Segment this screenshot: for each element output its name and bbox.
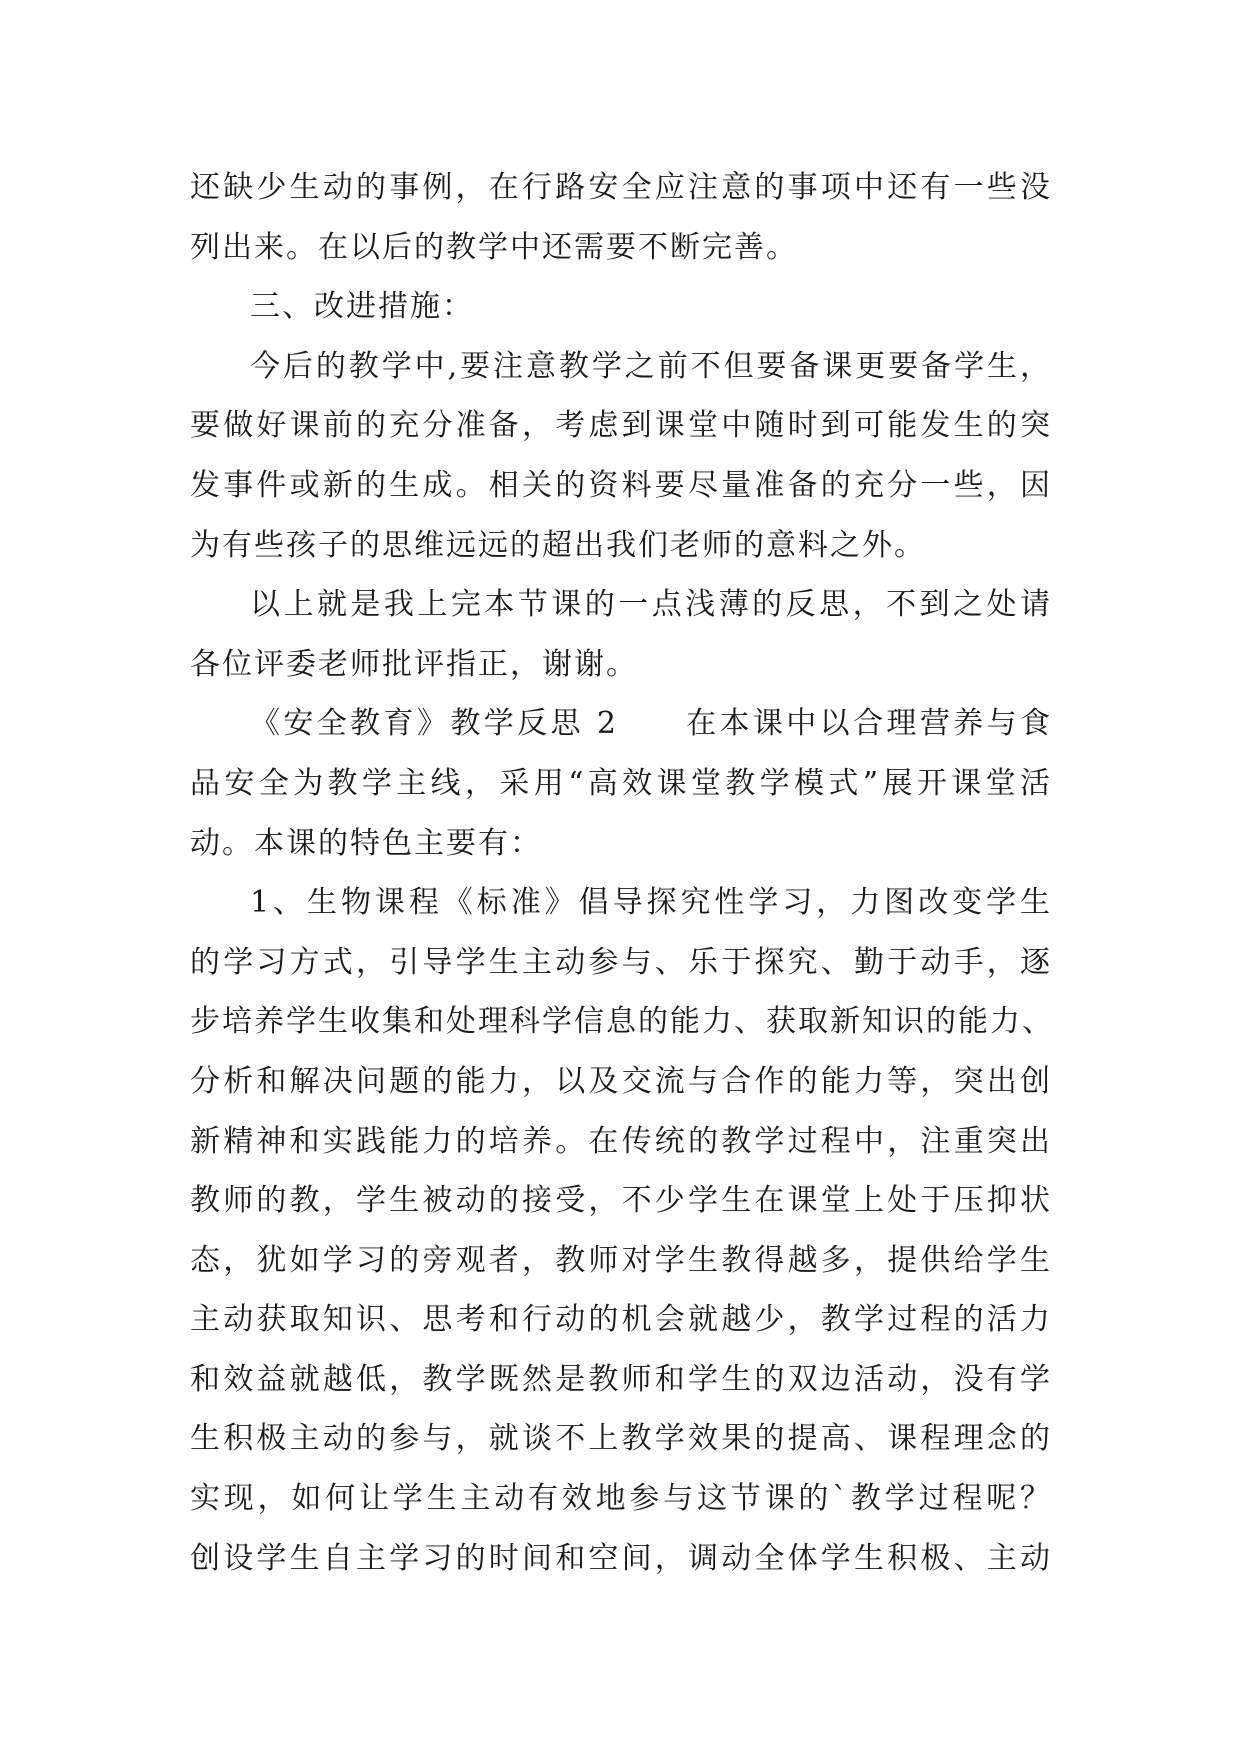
text-line: 发事件或新的生成。相关的资料要尽量准备的充分一些，因	[190, 467, 1052, 503]
text-line: 1、生物课程《标准》倡导探究性学习，力图改变学生	[250, 885, 1052, 921]
text-line: 列出来。在以后的教学中还需要不断完善。	[190, 229, 798, 265]
text-line: 创设学生自主学习的时间和空间，调动全体学生积极、主动	[190, 1540, 1052, 1576]
text-line: 分析和解决问题的能力，以及交流与合作的能力等，突出创	[190, 1063, 1052, 1099]
text-line: 为有些孩子的思维远远的超出我们老师的意料之外。	[190, 527, 926, 563]
text-line: 动。本课的特色主要有：	[190, 825, 542, 861]
text-line: 今后的教学中,要注意教学之前不但要备课更要备学生，	[250, 348, 1052, 384]
document-body	[190, 158, 1052, 1588]
text-line: 实现，如何让学生主动有效地参与这节课的`教学过程呢？	[190, 1481, 1052, 1517]
text-line: 要做好课前的充分准备，考虑到课堂中随时到可能发生的突	[190, 408, 1052, 444]
text-line: 生积极主动的参与，就谈不上教学效果的提高、课程理念的	[190, 1421, 1052, 1457]
text-line: 三、改进措施：	[250, 289, 474, 325]
text-line: 步培养学生收集和处理科学信息的能力、获取新知识的能力、	[190, 1004, 1054, 1040]
text-line: 品安全为教学主线，采用“高效课堂教学模式”展开课堂活	[190, 765, 1052, 801]
text-line: 和效益就越低，教学既然是教师和学生的双边活动，没有学	[190, 1361, 1052, 1397]
text-line: 《安全教育》教学反思 2 在本课中以合理营养与食	[250, 706, 1052, 742]
text-line: 教师的教，学生被动的接受，不少学生在课堂上处于压抑状	[190, 1183, 1052, 1219]
text-line: 新精神和实践能力的培养。在传统的教学过程中，注重突出	[190, 1123, 1052, 1159]
text-line: 还缺少生动的事例，在行路安全应注意的事项中还有一些没	[190, 170, 1052, 205]
text-line: 态，犹如学习的旁观者，教师对学生教得越多，提供给学生	[190, 1242, 1052, 1278]
text-line: 以上就是我上完本节课的一点浅薄的反思，不到之处请	[250, 587, 1052, 623]
text-line: 主动获取知识、思考和行动的机会就越少，教学过程的活力	[190, 1302, 1052, 1338]
text-line: 的学习方式，引导学生主动参与、乐于探究、勤于动手，逐	[190, 944, 1052, 980]
text-line: 各位评委老师批评指正，谢谢。	[190, 646, 638, 682]
